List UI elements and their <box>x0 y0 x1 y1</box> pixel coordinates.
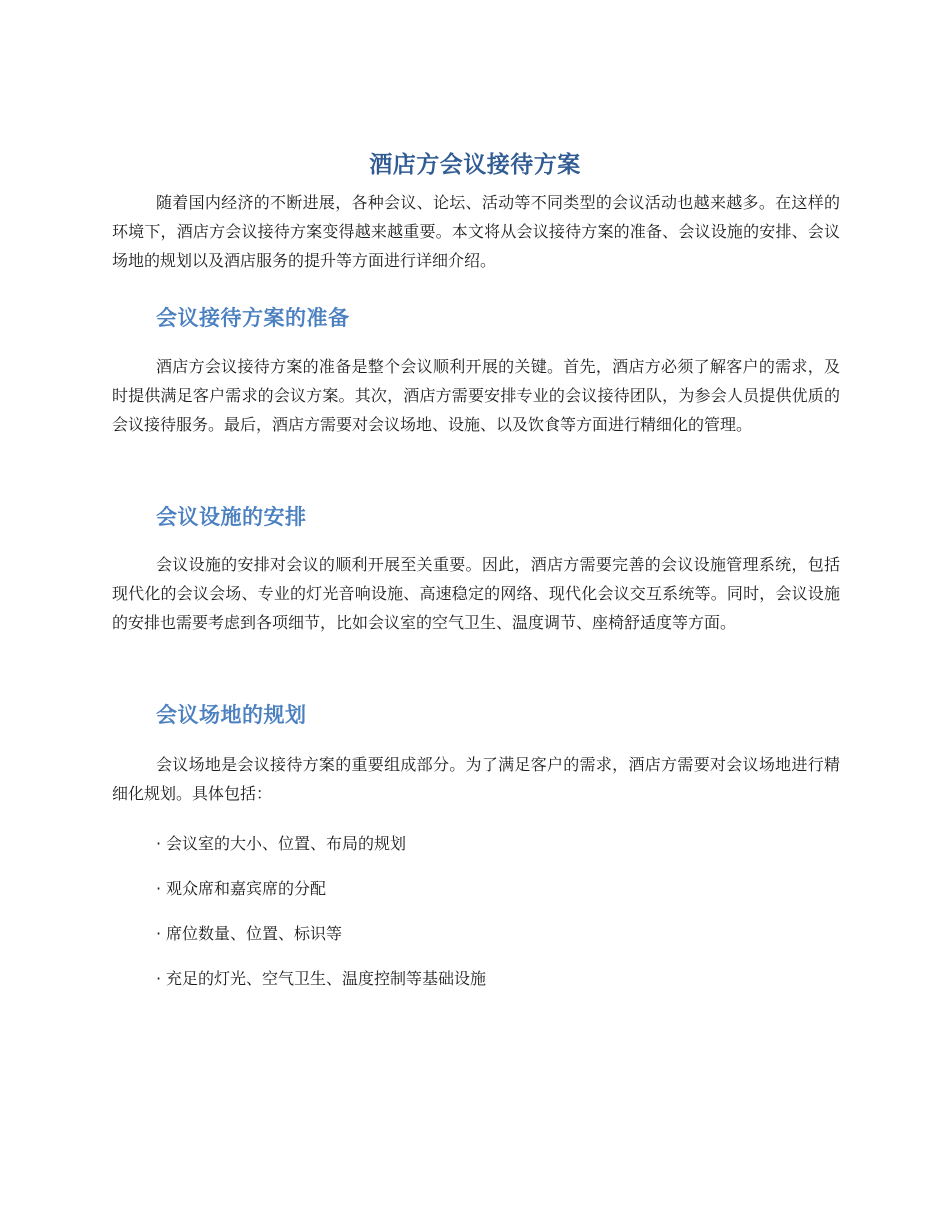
list-item <box>156 877 326 901</box>
section-body-facilities: 会议设施的安排对会议的顺利开展至关重要。因此，酒店方需要完善的会议设施管理系统，包括现代化的会议会场、专业的灯光音响设施、高速稳定的网络、现代化会议交互系统等。同时，会议设施的安排也需要考虑到各项细节，比如会议室的空气卫生、温度调节、座椅舒适度等方面。 <box>112 555 840 632</box>
list-item <box>156 967 486 991</box>
section-body-preparation: 酒店方会议接待方案的准备是整个会议顺利开展的关键。首先，酒店方必须了解客户的需求，及时提供满足客户需求的会议方案。其次，酒店方需要安排专业的会议接待团队，为参会人员提供优质的会议接待服务。最后，酒店方需要对会议场地、设施、以及饮食等方面进行精细化的管理。 <box>112 357 840 434</box>
section-heading-preparation: 会议接待方案的准备 <box>156 306 350 330</box>
document-title: 酒店方会议接待方案 <box>369 152 581 178</box>
list-item-text: 会议室的大小、位置、布局的规划 <box>166 834 407 853</box>
bullet-dot-icon: · <box>156 834 162 853</box>
bullet-dot-icon: · <box>156 924 162 943</box>
bullet-dot-icon: · <box>156 969 162 988</box>
intro-paragraph: 随着国内经济的不断进展，各种会议、论坛、活动等不同类型的会议活动也越来越多。在这样的环境下，酒店方会议接待方案变得越来越重要。本文将从会议接待方案的准备、会议设施的安排、会议场地的规划以及酒店服务的提升等方面进行详细介绍。 <box>112 193 840 270</box>
list-item-text: 充足的灯光、空气卫生、温度控制等基础设施 <box>166 969 487 988</box>
list-item <box>156 922 342 946</box>
list-item-text: 席位数量、位置、标识等 <box>166 924 343 943</box>
section-heading-venue: 会议场地的规划 <box>156 703 307 727</box>
bullet-dot-icon: · <box>156 879 162 898</box>
section-heading-facilities: 会议设施的安排 <box>156 505 307 529</box>
section-body-venue: 会议场地是会议接待方案的重要组成部分。为了满足客户的需求，酒店方需要对会议场地进行精细化规划。具体包括： <box>112 755 840 803</box>
list-item-text: 观众席和嘉宾席的分配 <box>166 879 327 898</box>
list-item <box>156 832 406 856</box>
